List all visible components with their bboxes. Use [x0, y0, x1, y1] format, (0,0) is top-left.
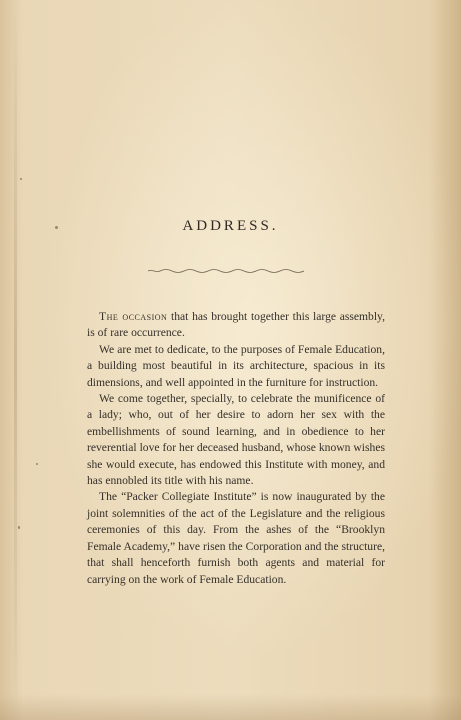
paper-speck: [55, 226, 58, 229]
page-heading: ADDRESS.: [182, 218, 279, 234]
paragraph-2: We are met to dedicate, to the purposes of Female Education, a building most beautiful in its architecture, spacious in its dimensions, and well appointed in the furniture for instruction.: [87, 342, 385, 389]
ornamental-rule: [148, 268, 304, 274]
paper-speck: [36, 463, 38, 465]
body-text: [87, 309, 385, 588]
paragraph-4: The “Packer Collegiate Institute” is now inaugurated by the joint solemnities of the act of the Legislature and the religious ceremonies of this day. From the ashes of the “Brooklyn Female Academy,” have risen the Corporation and the structure, that shall henceforth furnish both agents and material for carrying on the work of Female Education.: [87, 490, 385, 586]
paragraph-1: [87, 309, 385, 342]
paragraph-1-lead: The occasion: [99, 310, 168, 323]
paragraph-3: We come together, specially, to celebrate the munificence of a lady; who, out of her desire to adorn her sex with the embellishments of sound learning, and in obedience to her reverential love for her deceased husband, whose known wishes she would execute, has endowed this Institute with money, and has ennobled its title with his name.: [87, 392, 385, 488]
paragraph-1-text: that has brought together this large assembly, is of rare occurrence.: [87, 310, 385, 340]
paper-speck: [20, 178, 22, 180]
paper-speck: [18, 526, 20, 529]
